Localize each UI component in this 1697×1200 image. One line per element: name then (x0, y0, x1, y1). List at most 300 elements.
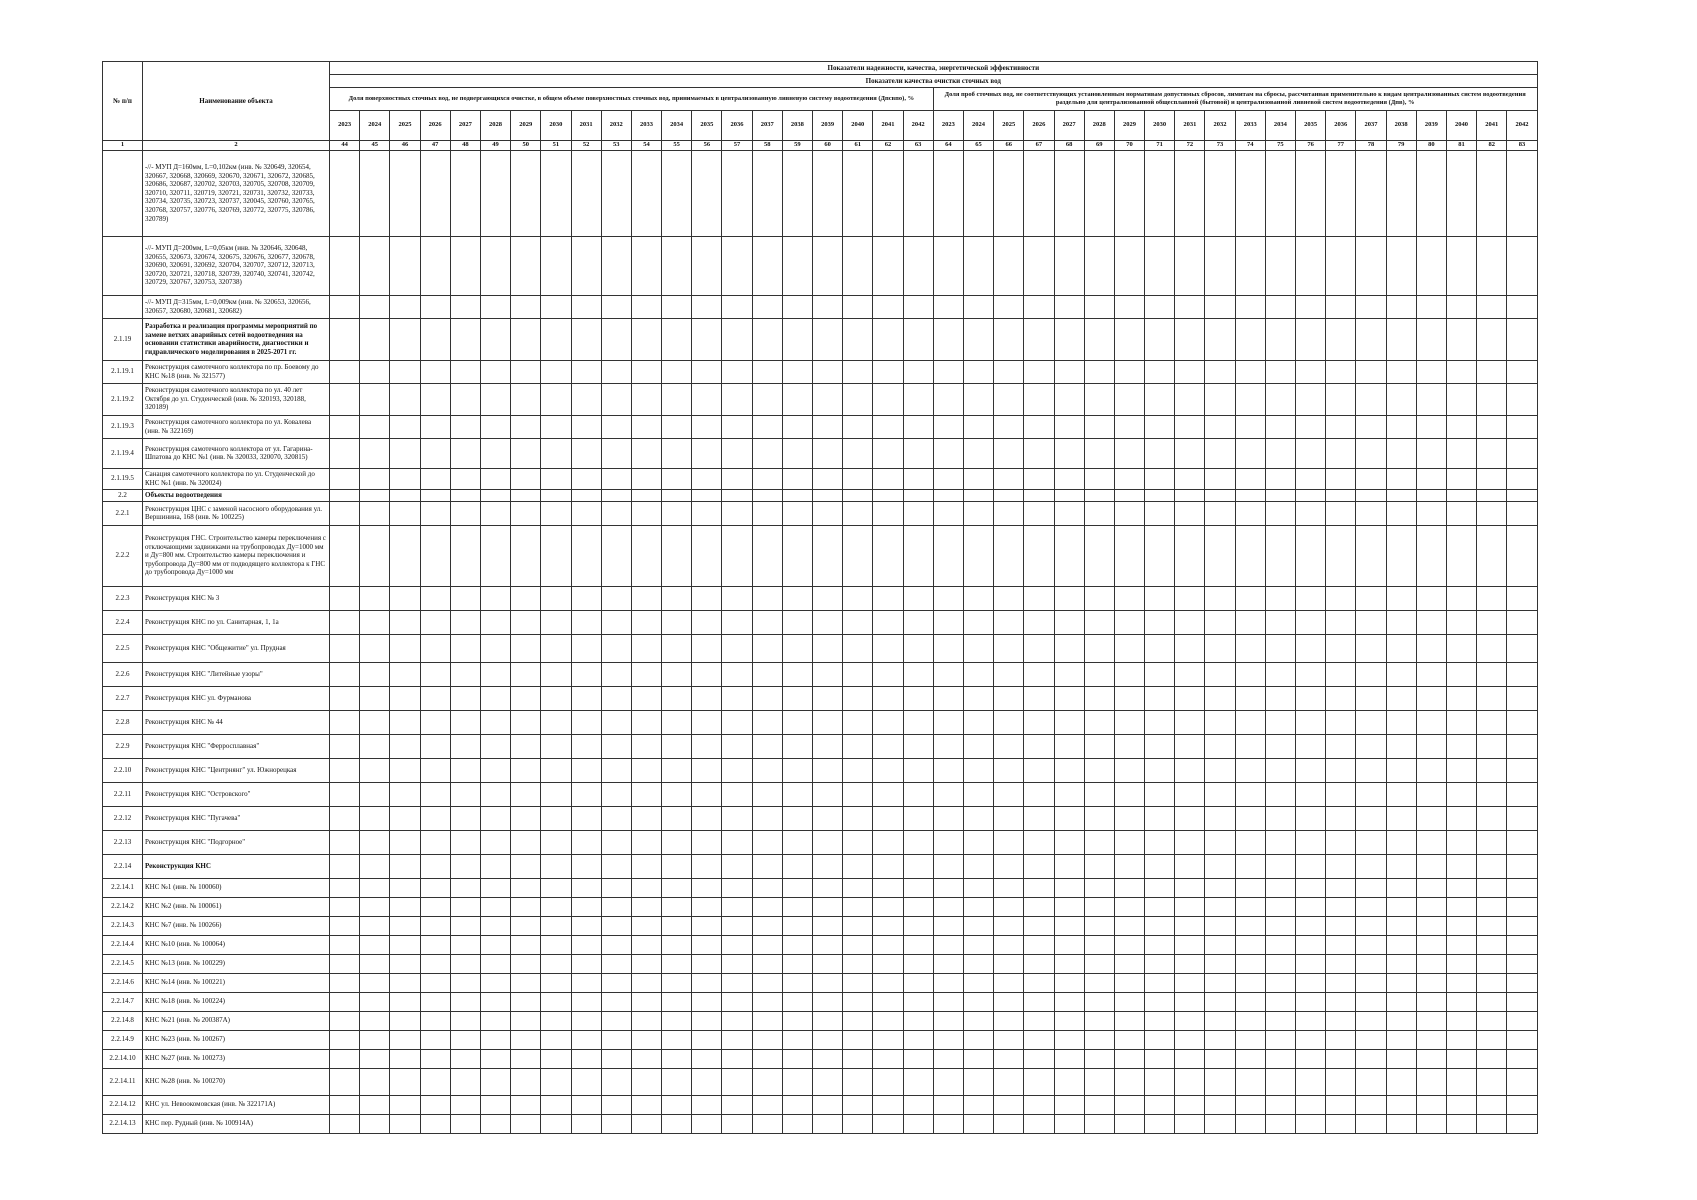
value-cell (360, 1049, 390, 1068)
row-number: 2.2.14.1 (103, 878, 143, 897)
value-cell (873, 935, 903, 954)
value-cell (692, 438, 722, 468)
value-cell (511, 1011, 541, 1030)
value-cell (1356, 318, 1386, 360)
value-cell (1024, 360, 1054, 383)
value-cell (1265, 830, 1295, 854)
value-cell (752, 1095, 782, 1114)
value-cell (1507, 1030, 1537, 1049)
value-cell (571, 734, 601, 758)
value-cell (1416, 610, 1446, 634)
value-cell (782, 734, 812, 758)
value-cell (662, 897, 692, 916)
value-cell (1175, 236, 1205, 295)
value-cell (1386, 415, 1416, 438)
value-cell (571, 854, 601, 878)
value-cell (1235, 525, 1265, 586)
row-object-name: Реконструкция КНС "Ферросплавная" (143, 734, 330, 758)
value-cell (1446, 710, 1476, 734)
value-cell (903, 1049, 933, 1068)
value-cell (1296, 935, 1326, 954)
column-index: 78 (1356, 141, 1386, 151)
value-cell (1145, 318, 1175, 360)
value-cell (722, 954, 752, 973)
value-cell (1507, 1049, 1537, 1068)
value-cell (511, 415, 541, 438)
value-cell (1054, 935, 1084, 954)
value-cell (1446, 954, 1476, 973)
value-cell (843, 360, 873, 383)
value-cell (450, 710, 480, 734)
value-cell (1477, 501, 1507, 525)
value-cell (360, 954, 390, 973)
column-index: 80 (1416, 141, 1446, 151)
value-cell (360, 1114, 390, 1133)
value-cell (1114, 360, 1144, 383)
value-cell (752, 878, 782, 897)
value-cell (692, 954, 722, 973)
value-cell (1235, 916, 1265, 935)
value-cell (511, 236, 541, 295)
header-year: 2035 (692, 111, 722, 141)
value-cell (1326, 710, 1356, 734)
value-cell (571, 954, 601, 973)
value-cell (1145, 1030, 1175, 1049)
value-cell (1446, 758, 1476, 782)
value-cell (1205, 438, 1235, 468)
value-cell (1235, 973, 1265, 992)
value-cell (330, 1030, 360, 1049)
value-cell (450, 878, 480, 897)
value-cell (420, 489, 450, 501)
value-cell (1477, 236, 1507, 295)
value-cell (631, 686, 661, 710)
value-cell (450, 897, 480, 916)
value-cell (511, 992, 541, 1011)
value-cell (903, 295, 933, 318)
table-row (103, 954, 1538, 973)
value-cell (1296, 830, 1326, 854)
value-cell (692, 806, 722, 830)
value-cell (1296, 468, 1326, 489)
value-cell (963, 610, 993, 634)
value-cell (963, 634, 993, 662)
value-cell (662, 916, 692, 935)
value-cell (511, 830, 541, 854)
value-cell (1326, 758, 1356, 782)
value-cell (1296, 489, 1326, 501)
row-number: 2.2.8 (103, 710, 143, 734)
value-cell (1145, 878, 1175, 897)
value-cell (1416, 710, 1446, 734)
value-cell (1446, 295, 1476, 318)
value-cell (1265, 758, 1295, 782)
value-cell (1084, 610, 1114, 634)
value-cell (873, 501, 903, 525)
value-cell (1416, 954, 1446, 973)
table-row (103, 360, 1538, 383)
value-cell (1084, 992, 1114, 1011)
value-cell (933, 897, 963, 916)
header-year: 2032 (1205, 111, 1235, 141)
row-number: 2.2.12 (103, 806, 143, 830)
value-cell (1416, 973, 1446, 992)
value-cell (330, 710, 360, 734)
value-cell (813, 150, 843, 236)
value-cell (722, 415, 752, 438)
value-cell (1175, 360, 1205, 383)
value-cell (1446, 1114, 1476, 1133)
value-cell (692, 501, 722, 525)
value-cell (1054, 150, 1084, 236)
value-cell (1296, 758, 1326, 782)
value-cell (1235, 1049, 1265, 1068)
value-cell (1507, 686, 1537, 710)
value-cell (1446, 830, 1476, 854)
value-cell (601, 1068, 631, 1095)
value-cell (873, 854, 903, 878)
value-cell (813, 686, 843, 710)
value-cell (360, 686, 390, 710)
value-cell (994, 295, 1024, 318)
value-cell (1326, 935, 1356, 954)
value-cell (1477, 806, 1507, 830)
value-cell (511, 806, 541, 830)
value-cell (903, 634, 933, 662)
value-cell (1326, 897, 1356, 916)
value-cell (903, 992, 933, 1011)
value-cell (1024, 973, 1054, 992)
value-cell (1084, 1114, 1114, 1133)
value-cell (1386, 878, 1416, 897)
value-cell (541, 973, 571, 992)
value-cell (480, 1095, 510, 1114)
header-indicator-a: Доля поверхностных сточных вод, не подвергающихся очистке, в общем объеме поверхностных сточных вод, принимаемых в централизованную ливневую систему водоотведения (Дпсвпо), % (330, 88, 934, 111)
value-cell (1114, 1030, 1144, 1049)
column-index: 62 (873, 141, 903, 151)
value-cell (1356, 150, 1386, 236)
value-cell (722, 236, 752, 295)
value-cell (1477, 415, 1507, 438)
value-cell (1507, 1068, 1537, 1095)
value-cell (843, 415, 873, 438)
value-cell (1054, 992, 1084, 1011)
value-cell (933, 806, 963, 830)
value-cell (722, 1114, 752, 1133)
value-cell (903, 734, 933, 758)
value-cell (1084, 236, 1114, 295)
value-cell (330, 489, 360, 501)
value-cell (1205, 236, 1235, 295)
value-cell (813, 954, 843, 973)
value-cell (1446, 468, 1476, 489)
value-cell (752, 973, 782, 992)
header-year: 2040 (843, 111, 873, 141)
value-cell (1416, 686, 1446, 710)
value-cell (1084, 415, 1114, 438)
value-cell (1265, 710, 1295, 734)
value-cell (1507, 916, 1537, 935)
value-cell (1114, 383, 1144, 415)
value-cell (873, 1114, 903, 1133)
value-cell (843, 973, 873, 992)
value-cell (1175, 734, 1205, 758)
value-cell (601, 710, 631, 734)
value-cell (782, 525, 812, 586)
value-cell (722, 758, 752, 782)
value-cell (782, 1114, 812, 1133)
value-cell (541, 854, 571, 878)
value-cell (1507, 806, 1537, 830)
value-cell (1024, 686, 1054, 710)
value-cell (360, 236, 390, 295)
row-object-name: Реконструкция КНС "Пугачева" (143, 806, 330, 830)
value-cell (692, 1095, 722, 1114)
value-cell (1205, 897, 1235, 916)
table-row (103, 295, 1538, 318)
value-cell (631, 525, 661, 586)
value-cell (450, 854, 480, 878)
value-cell (963, 318, 993, 360)
value-cell (1446, 318, 1476, 360)
value-cell (963, 973, 993, 992)
value-cell (450, 916, 480, 935)
value-cell (1296, 383, 1326, 415)
value-cell (1507, 758, 1537, 782)
value-cell (1356, 383, 1386, 415)
value-cell (330, 150, 360, 236)
value-cell (1205, 318, 1235, 360)
value-cell (1084, 897, 1114, 916)
value-cell (813, 610, 843, 634)
value-cell (963, 734, 993, 758)
value-cell (1114, 734, 1144, 758)
value-cell (1386, 236, 1416, 295)
value-cell (390, 295, 420, 318)
value-cell (631, 383, 661, 415)
value-cell (1024, 710, 1054, 734)
value-cell (390, 360, 420, 383)
value-cell (1145, 897, 1175, 916)
value-cell (692, 992, 722, 1011)
value-cell (662, 806, 692, 830)
row-object-name: Разработка и реализация программы мероприятий по замене ветхих аварийных сетей водоотведения на основании статистики аварийности, диагностики и гидравлического моделирования в 2025-2071 гг. (143, 318, 330, 360)
value-cell (1446, 415, 1476, 438)
header-year: 2034 (1265, 111, 1295, 141)
header-year: 2042 (1507, 111, 1537, 141)
value-cell (843, 935, 873, 954)
value-cell (843, 662, 873, 686)
row-number: 2.2.14.7 (103, 992, 143, 1011)
value-cell (1175, 854, 1205, 878)
value-cell (390, 897, 420, 916)
value-cell (782, 489, 812, 501)
value-cell (843, 830, 873, 854)
value-cell (1175, 806, 1205, 830)
value-cell (1477, 954, 1507, 973)
value-cell (662, 1030, 692, 1049)
value-cell (1114, 610, 1144, 634)
row-object-name: Реконструкция самотечного коллектора по ул. Ковалева (инв. № 322169) (143, 415, 330, 438)
row-number: 2.2.11 (103, 782, 143, 806)
value-cell (722, 686, 752, 710)
value-cell (480, 806, 510, 830)
value-cell (1205, 758, 1235, 782)
value-cell (1024, 734, 1054, 758)
value-cell (933, 992, 963, 1011)
value-cell (601, 854, 631, 878)
row-object-name: КНС №10 (инв. № 100064) (143, 935, 330, 954)
value-cell (752, 806, 782, 830)
value-cell (1416, 806, 1446, 830)
value-cell (1446, 1095, 1476, 1114)
row-number: 2.2 (103, 489, 143, 501)
value-cell (450, 806, 480, 830)
value-cell (360, 935, 390, 954)
value-cell (1145, 686, 1175, 710)
row-number: 2.1.19.1 (103, 360, 143, 383)
value-cell (1114, 662, 1144, 686)
value-cell (541, 586, 571, 610)
value-cell (1265, 501, 1295, 525)
value-cell (662, 782, 692, 806)
column-index: 65 (963, 141, 993, 151)
value-cell (541, 634, 571, 662)
value-cell (994, 878, 1024, 897)
value-cell (330, 782, 360, 806)
column-index: 75 (1265, 141, 1295, 151)
value-cell (1054, 710, 1084, 734)
value-cell (420, 525, 450, 586)
value-cell (1175, 758, 1205, 782)
row-object-name: КНС №23 (инв. № 100267) (143, 1030, 330, 1049)
value-cell (752, 992, 782, 1011)
value-cell (420, 150, 450, 236)
value-cell (1024, 758, 1054, 782)
value-cell (1145, 954, 1175, 973)
value-cell (1175, 586, 1205, 610)
header-year: 2041 (1477, 111, 1507, 141)
value-cell (1265, 1068, 1295, 1095)
value-cell (450, 438, 480, 468)
value-cell (963, 1011, 993, 1030)
value-cell (631, 438, 661, 468)
value-cell (692, 662, 722, 686)
value-cell (330, 662, 360, 686)
value-cell (480, 1030, 510, 1049)
value-cell (692, 634, 722, 662)
value-cell (601, 1030, 631, 1049)
value-cell (360, 360, 390, 383)
value-cell (1326, 662, 1356, 686)
value-cell (360, 734, 390, 758)
value-cell (813, 710, 843, 734)
value-cell (903, 710, 933, 734)
value-cell (420, 916, 450, 935)
value-cell (933, 415, 963, 438)
value-cell (450, 1011, 480, 1030)
value-cell (480, 782, 510, 806)
value-cell (330, 897, 360, 916)
value-cell (873, 634, 903, 662)
value-cell (692, 468, 722, 489)
value-cell (1205, 489, 1235, 501)
value-cell (722, 1011, 752, 1030)
value-cell (511, 954, 541, 973)
value-cell (1446, 360, 1476, 383)
value-cell (1054, 236, 1084, 295)
value-cell (330, 734, 360, 758)
value-cell (1386, 634, 1416, 662)
value-cell (1326, 415, 1356, 438)
value-cell (782, 897, 812, 916)
value-cell (692, 1068, 722, 1095)
value-cell (752, 610, 782, 634)
value-cell (1054, 383, 1084, 415)
value-cell (1205, 954, 1235, 973)
header-year: 2036 (1326, 111, 1356, 141)
value-cell (420, 1068, 450, 1095)
value-cell (1084, 1011, 1114, 1030)
value-cell (1054, 1011, 1084, 1030)
value-cell (662, 383, 692, 415)
value-cell (601, 916, 631, 935)
value-cell (360, 150, 390, 236)
value-cell (1477, 610, 1507, 634)
value-cell (330, 758, 360, 782)
value-cell (1356, 1114, 1386, 1133)
value-cell (631, 1068, 661, 1095)
value-cell (1114, 854, 1144, 878)
value-cell (571, 806, 601, 830)
value-cell (631, 973, 661, 992)
value-cell (722, 586, 752, 610)
value-cell (1265, 468, 1295, 489)
value-cell (330, 501, 360, 525)
value-cell (782, 992, 812, 1011)
value-cell (843, 438, 873, 468)
value-cell (390, 854, 420, 878)
value-cell (1326, 830, 1356, 854)
value-cell (1205, 1011, 1235, 1030)
header-year: 2030 (541, 111, 571, 141)
value-cell (1386, 782, 1416, 806)
table-row (103, 318, 1538, 360)
value-cell (662, 973, 692, 992)
value-cell (1175, 782, 1205, 806)
value-cell (1024, 992, 1054, 1011)
value-cell (994, 710, 1024, 734)
value-cell (541, 610, 571, 634)
value-cell (541, 830, 571, 854)
value-cell (1356, 686, 1386, 710)
value-cell (782, 935, 812, 954)
value-cell (480, 830, 510, 854)
value-cell (994, 415, 1024, 438)
value-cell (873, 734, 903, 758)
value-cell (1084, 438, 1114, 468)
value-cell (420, 710, 450, 734)
value-cell (813, 1114, 843, 1133)
value-cell (1477, 318, 1507, 360)
value-cell (722, 973, 752, 992)
value-cell (994, 662, 1024, 686)
row-number: 2.2.2 (103, 525, 143, 586)
value-cell (360, 295, 390, 318)
row-number: 2.2.14.11 (103, 1068, 143, 1095)
value-cell (480, 973, 510, 992)
value-cell (782, 295, 812, 318)
